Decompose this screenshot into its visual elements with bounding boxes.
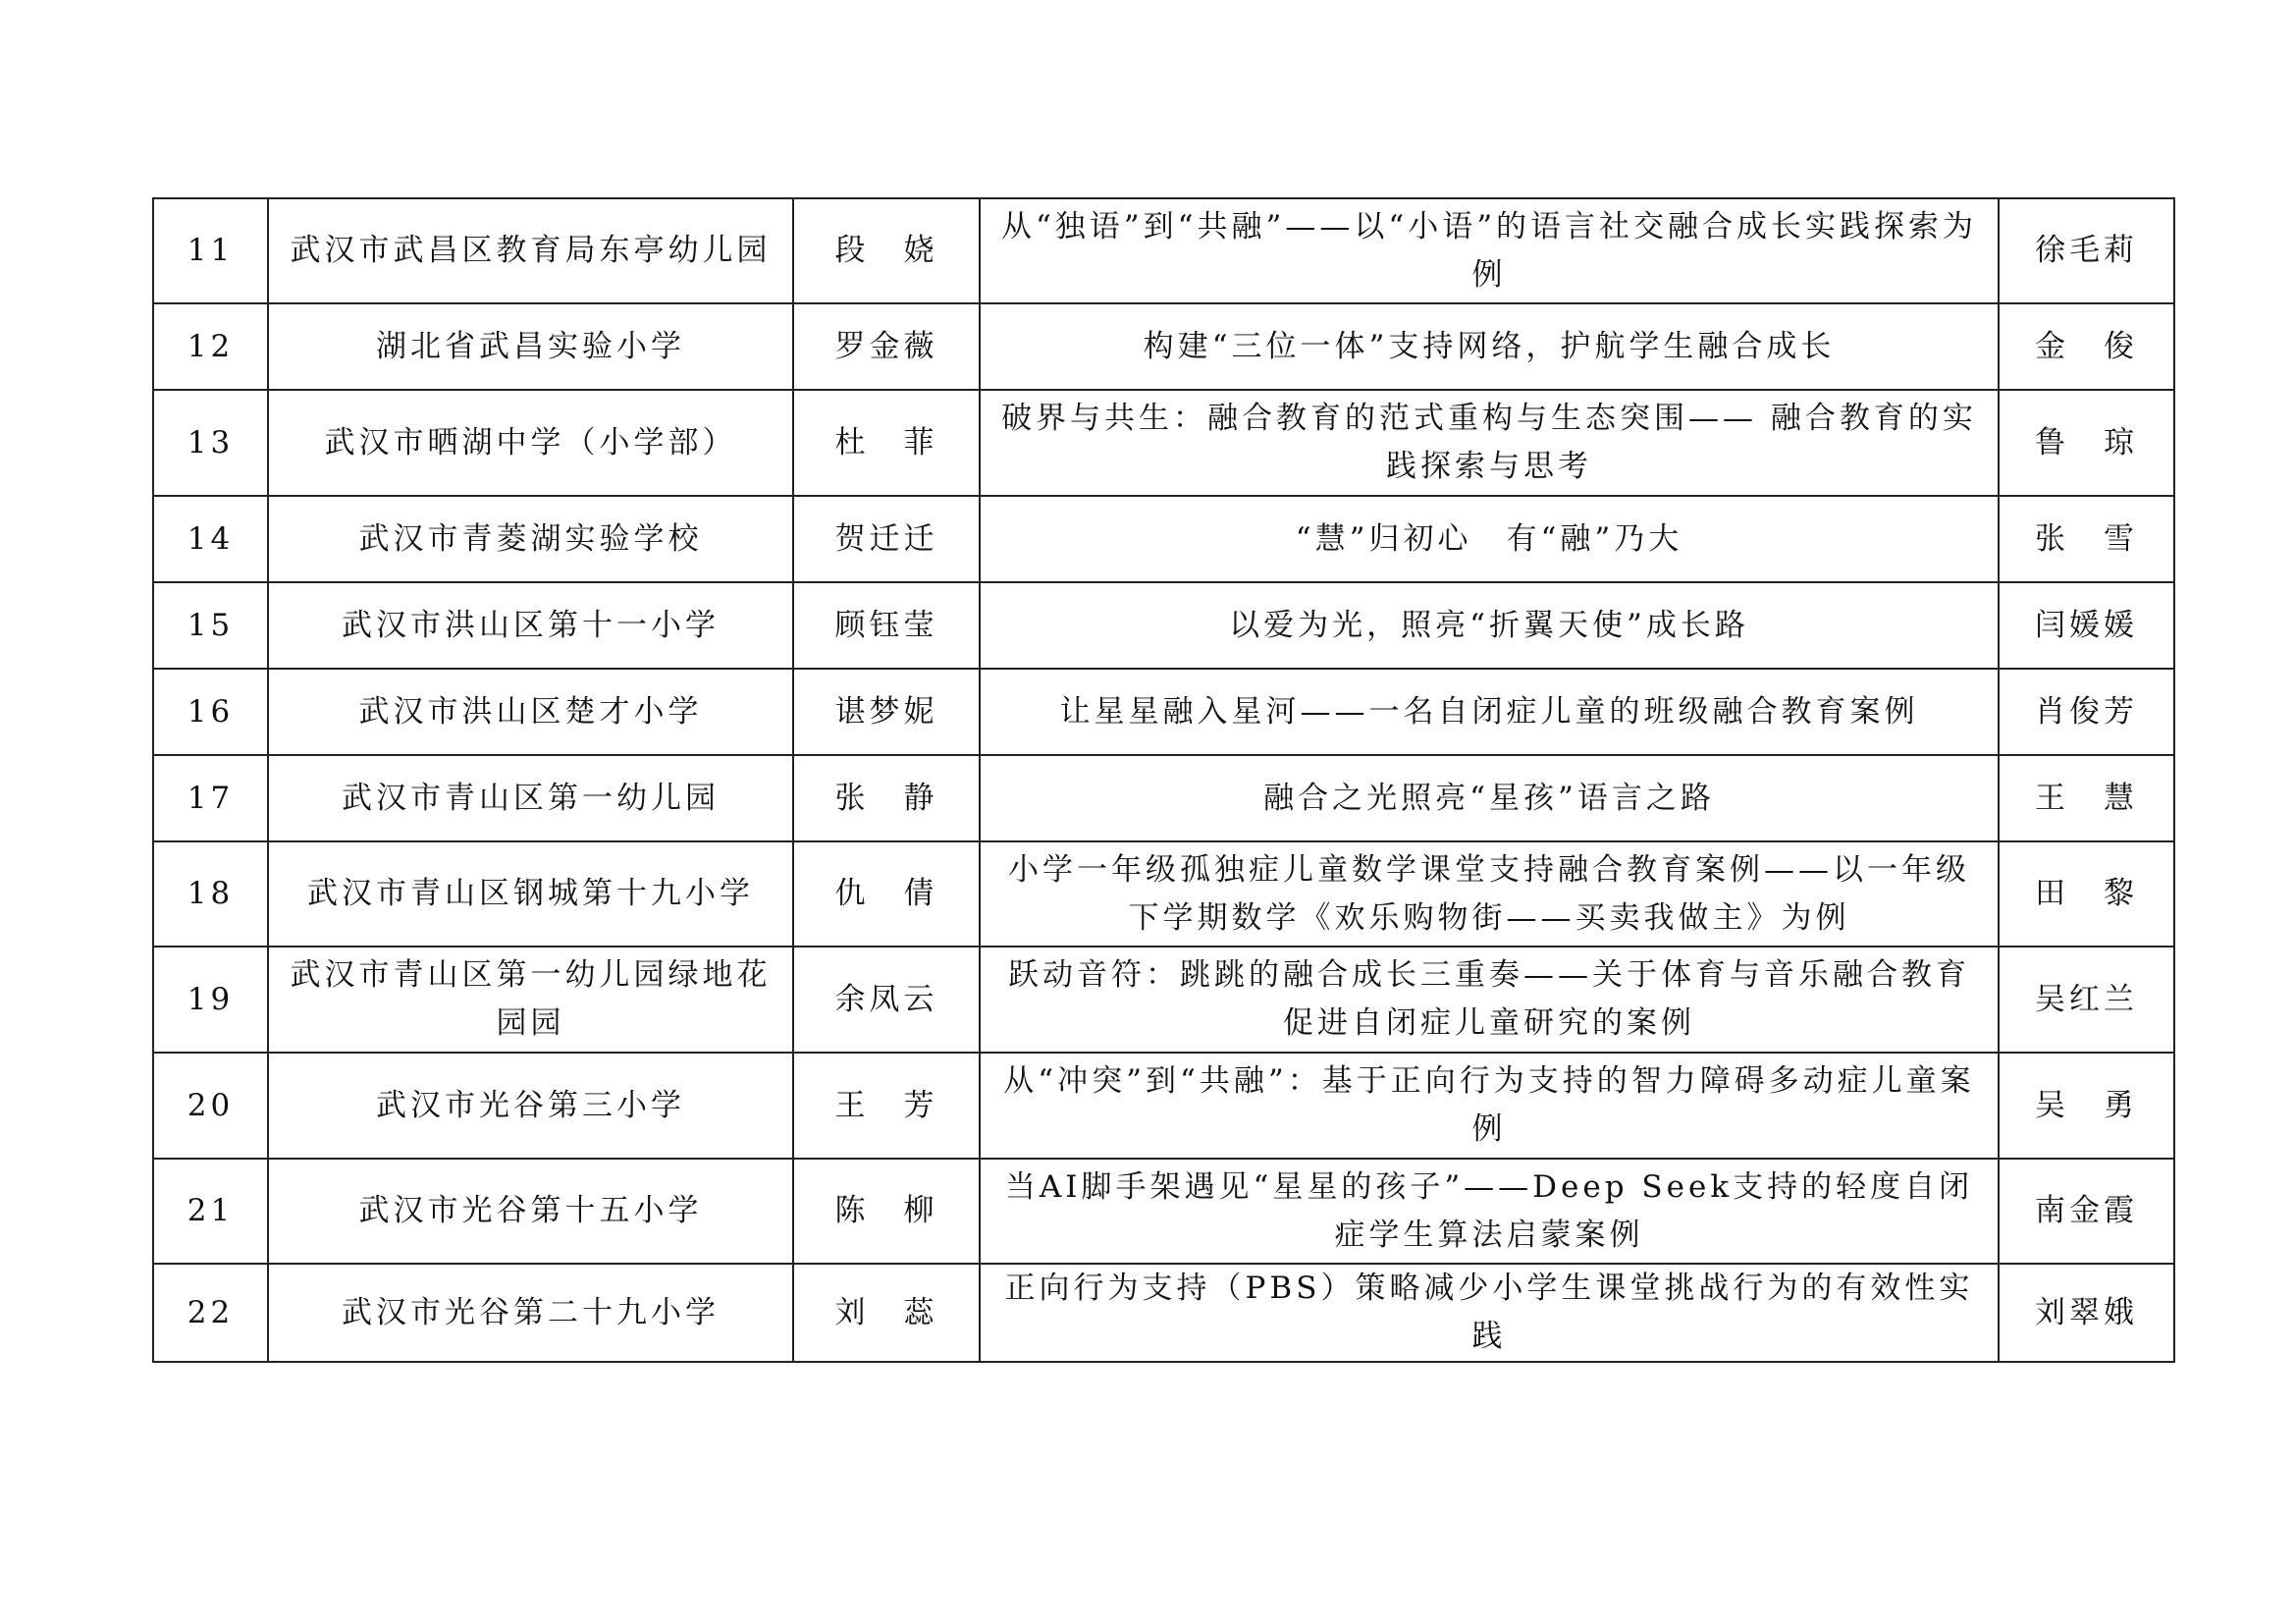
table-row bbox=[153, 496, 2174, 582]
case-title-cell: 当AI脚手架遇见“星星的孩子”——Deep Seek支持的轻度自闭症学生算法启蒙案例 bbox=[980, 1159, 1999, 1264]
school-cell: 武汉市青山区钢城第十九小学 bbox=[268, 841, 793, 947]
school-cell: 武汉市洪山区楚才小学 bbox=[268, 669, 793, 755]
case-title-cell: 以爱为光，照亮“折翼天使”成长路 bbox=[980, 582, 1999, 669]
school-cell: 武汉市洪山区第十一小学 bbox=[268, 582, 793, 669]
author-cell: 罗金薇 bbox=[793, 303, 980, 390]
row-number: 16 bbox=[153, 669, 268, 755]
row-number: 18 bbox=[153, 841, 268, 947]
case-title-cell: 破界与共生：融合教育的范式重构与生态突围—— 融合教育的实践探索与思考 bbox=[980, 390, 1999, 496]
school-cell: 湖北省武昌实验小学 bbox=[268, 303, 793, 390]
school-cell: 武汉市光谷第三小学 bbox=[268, 1053, 793, 1159]
table-row bbox=[153, 755, 2174, 841]
school-cell: 武汉市青山区第一幼儿园 bbox=[268, 755, 793, 841]
school-cell: 武汉市光谷第十五小学 bbox=[268, 1159, 793, 1264]
case-title-cell: 融合之光照亮“星孩”语言之路 bbox=[980, 755, 1999, 841]
school-cell: 武汉市晒湖中学（小学部） bbox=[268, 390, 793, 496]
row-number: 20 bbox=[153, 1053, 268, 1159]
row-number: 21 bbox=[153, 1159, 268, 1264]
author-cell: 顾钰莹 bbox=[793, 582, 980, 669]
school-cell: 武汉市光谷第二十九小学 bbox=[268, 1264, 793, 1362]
case-title-cell: 小学一年级孤独症儿童数学课堂支持融合教育案例——以一年级下学期数学《欢乐购物街——买卖我做主》为例 bbox=[980, 841, 1999, 947]
advisor-cell: 徐毛莉 bbox=[1999, 198, 2174, 303]
row-number: 17 bbox=[153, 755, 268, 841]
table-row bbox=[153, 1264, 2174, 1362]
table-row bbox=[153, 303, 2174, 390]
row-number: 22 bbox=[153, 1264, 268, 1362]
author-cell: 杜 菲 bbox=[793, 390, 980, 496]
school-cell: 武汉市青菱湖实验学校 bbox=[268, 496, 793, 582]
table-row bbox=[153, 582, 2174, 669]
author-cell: 余凤云 bbox=[793, 947, 980, 1053]
case-title-cell: “慧”归初心 有“融”乃大 bbox=[980, 496, 1999, 582]
advisor-cell: 吴红兰 bbox=[1999, 947, 2174, 1053]
table-row bbox=[153, 841, 2174, 947]
case-title-cell: 正向行为支持（PBS）策略减少小学生课堂挑战行为的有效性实践 bbox=[980, 1264, 1999, 1362]
advisor-cell: 闫媛媛 bbox=[1999, 582, 2174, 669]
table-row bbox=[153, 1159, 2174, 1264]
author-cell: 贺迁迁 bbox=[793, 496, 980, 582]
row-number: 15 bbox=[153, 582, 268, 669]
advisor-cell: 吴 勇 bbox=[1999, 1053, 2174, 1159]
author-cell: 陈 柳 bbox=[793, 1159, 980, 1264]
advisor-cell: 张 雪 bbox=[1999, 496, 2174, 582]
advisor-cell: 肖俊芳 bbox=[1999, 669, 2174, 755]
row-number: 12 bbox=[153, 303, 268, 390]
table-row bbox=[153, 669, 2174, 755]
school-cell: 武汉市武昌区教育局东亭幼儿园 bbox=[268, 198, 793, 303]
award-list-table bbox=[152, 197, 2175, 1363]
author-cell: 段 娆 bbox=[793, 198, 980, 303]
table-row bbox=[153, 390, 2174, 496]
table-body bbox=[153, 198, 2174, 1362]
case-title-cell: 从“冲突”到“共融”：基于正向行为支持的智力障碍多动症儿童案例 bbox=[980, 1053, 1999, 1159]
case-title-cell: 让星星融入星河——一名自闭症儿童的班级融合教育案例 bbox=[980, 669, 1999, 755]
row-number: 19 bbox=[153, 947, 268, 1053]
advisor-cell: 鲁 琼 bbox=[1999, 390, 2174, 496]
table-row bbox=[153, 1053, 2174, 1159]
advisor-cell: 南金霞 bbox=[1999, 1159, 2174, 1264]
author-cell: 张 静 bbox=[793, 755, 980, 841]
case-title-cell: 跃动音符：跳跳的融合成长三重奏——关于体育与音乐融合教育促进自闭症儿童研究的案例 bbox=[980, 947, 1999, 1053]
author-cell: 王 芳 bbox=[793, 1053, 980, 1159]
table-row bbox=[153, 947, 2174, 1053]
advisor-cell: 王 慧 bbox=[1999, 755, 2174, 841]
advisor-cell: 金 俊 bbox=[1999, 303, 2174, 390]
author-cell: 仇 倩 bbox=[793, 841, 980, 947]
advisor-cell: 田 黎 bbox=[1999, 841, 2174, 947]
author-cell: 刘 蕊 bbox=[793, 1264, 980, 1362]
table-row bbox=[153, 198, 2174, 303]
row-number: 14 bbox=[153, 496, 268, 582]
school-cell: 武汉市青山区第一幼儿园绿地花园园 bbox=[268, 947, 793, 1053]
author-cell: 谌梦妮 bbox=[793, 669, 980, 755]
row-number: 11 bbox=[153, 198, 268, 303]
row-number: 13 bbox=[153, 390, 268, 496]
case-title-cell: 从“独语”到“共融”——以“小语”的语言社交融合成长实践探索为例 bbox=[980, 198, 1999, 303]
advisor-cell: 刘翠娥 bbox=[1999, 1264, 2174, 1362]
case-title-cell: 构建“三位一体”支持网络，护航学生融合成长 bbox=[980, 303, 1999, 390]
